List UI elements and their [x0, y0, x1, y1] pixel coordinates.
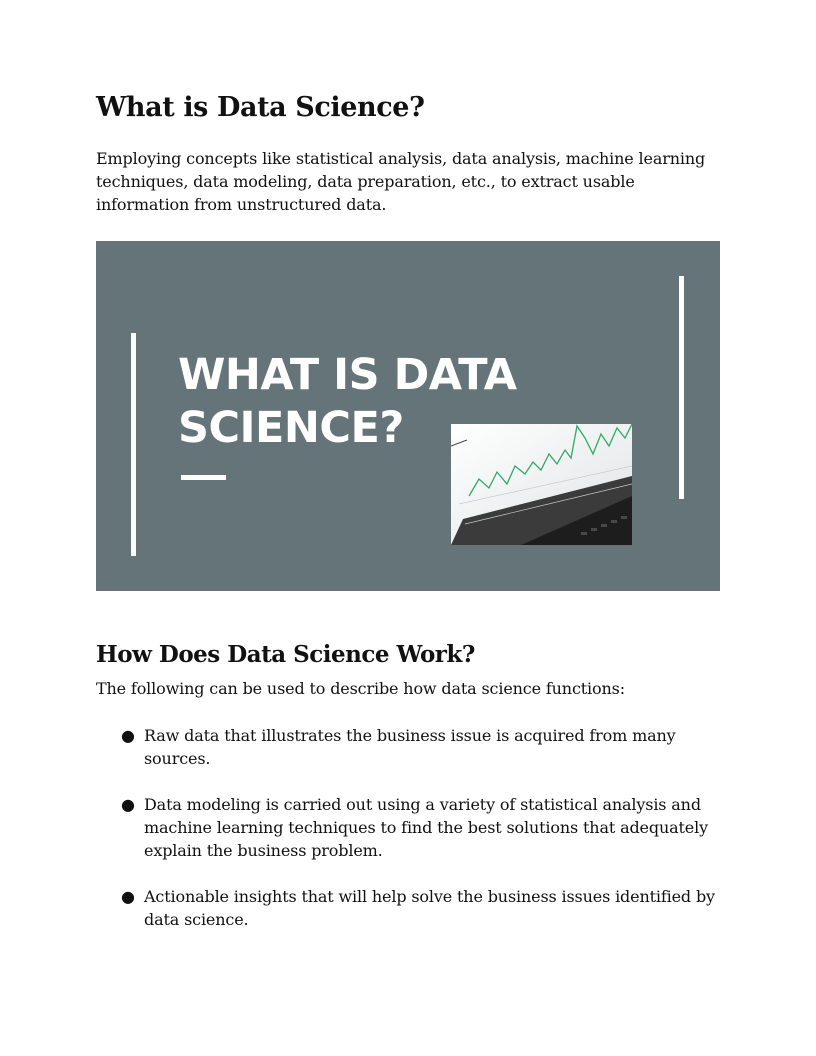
intro-paragraph: Employing concepts like statistical analysis, data analysis, machine learning techniques, data modeling, data preparation, etc., to extract usable information from unstructured data. — [96, 149, 706, 214]
bullet-icon: ● — [121, 795, 135, 814]
list-item — [96, 793, 722, 862]
list-item-text: Actionable insights that will help solve the business issues identified by data science. — [144, 887, 715, 929]
how-it-works-intro: The following can be used to describe how data science functions: — [96, 679, 625, 698]
banner-image — [96, 241, 720, 591]
how-it-works-list — [96, 724, 722, 954]
banner-title-line-1: WHAT IS DATA — [178, 350, 517, 400]
banner-dash — [181, 475, 226, 480]
list-item-text: Data modeling is carried out using a variety of statistical analysis and machine learning techniques to find the best solutions that adequately explain the business problem. — [144, 795, 708, 860]
list-item — [96, 885, 722, 931]
chart-photo-icon — [451, 424, 632, 545]
banner-right-bar — [679, 276, 684, 499]
page-title: What is Data Science? — [96, 92, 425, 123]
list-item-text: Raw data that illustrates the business issue is acquired from many sources. — [144, 726, 676, 768]
banner-left-bar — [131, 333, 136, 556]
list-item — [96, 724, 722, 770]
section-heading-how-it-works: How Does Data Science Work? — [96, 641, 475, 668]
banner-title-line-2: SCIENCE? — [178, 403, 404, 453]
bullet-icon: ● — [121, 887, 135, 906]
bullet-icon: ● — [121, 726, 135, 745]
